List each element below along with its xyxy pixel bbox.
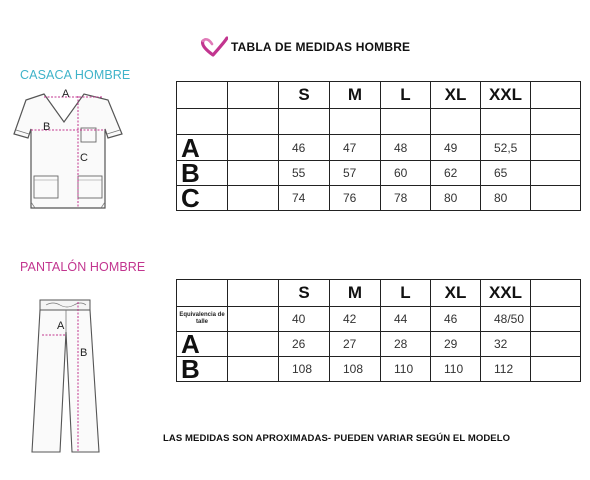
size-header: L bbox=[381, 280, 431, 307]
table-cell-empty bbox=[177, 280, 228, 307]
casaca-section-label: CASACA HOMBRE bbox=[20, 68, 131, 82]
pantalon-size-table bbox=[176, 279, 581, 382]
size-header: S bbox=[279, 280, 330, 307]
table-row bbox=[177, 135, 581, 161]
row-key: A bbox=[177, 332, 228, 357]
table-cell: 76 bbox=[330, 186, 381, 211]
page-header bbox=[200, 36, 410, 58]
table-cell: 27 bbox=[330, 332, 381, 357]
shirt-label-b: B bbox=[43, 121, 51, 133]
table-row bbox=[177, 186, 581, 211]
equivalencia-label: Equivalencia de talle bbox=[177, 307, 228, 332]
table-cell-empty bbox=[279, 109, 330, 135]
table-cell-empty bbox=[531, 82, 581, 109]
table-cell-empty bbox=[177, 109, 228, 135]
table-row bbox=[177, 357, 581, 382]
size-header: M bbox=[330, 280, 381, 307]
table-cell: 49 bbox=[431, 135, 481, 161]
table-cell-empty bbox=[481, 109, 531, 135]
pants-label-b: B bbox=[80, 347, 88, 359]
table-row bbox=[177, 332, 581, 357]
table-cell: 108 bbox=[279, 357, 330, 382]
table-cell-empty bbox=[531, 186, 581, 211]
table-cell-empty bbox=[431, 109, 481, 135]
table-cell-empty bbox=[228, 280, 279, 307]
table-cell: 55 bbox=[279, 161, 330, 186]
table-cell: 78 bbox=[381, 186, 431, 211]
table-cell: 80 bbox=[481, 186, 531, 211]
size-header: XL bbox=[431, 280, 481, 307]
table-cell-empty bbox=[177, 82, 228, 109]
size-header: L bbox=[381, 82, 431, 109]
table-cell: 48/50 bbox=[481, 307, 531, 332]
pantalon-section-label: PANTALÓN HOMBRE bbox=[20, 260, 146, 274]
size-header: XL bbox=[431, 82, 481, 109]
table-cell-empty bbox=[531, 357, 581, 382]
disclaimer-note: LAS MEDIDAS SON APROXIMADAS- PUEDEN VARIAR SEGÚN EL MODELO bbox=[163, 433, 511, 444]
table-cell-empty bbox=[228, 307, 279, 332]
table-cell-empty bbox=[228, 109, 279, 135]
size-header: XXL bbox=[481, 280, 531, 307]
row-key: A bbox=[177, 135, 228, 161]
shirt-diagram bbox=[4, 84, 128, 214]
shirt-label-a: A bbox=[62, 88, 70, 100]
table-row bbox=[177, 307, 581, 332]
size-header: XXL bbox=[481, 82, 531, 109]
table-cell: 46 bbox=[431, 307, 481, 332]
table-cell: 32 bbox=[481, 332, 531, 357]
table-cell: 48 bbox=[381, 135, 431, 161]
table-cell: 65 bbox=[481, 161, 531, 186]
table-cell: 28 bbox=[381, 332, 431, 357]
pants-diagram bbox=[20, 292, 110, 460]
shirt-label-c: C bbox=[80, 152, 88, 164]
row-key: B bbox=[177, 161, 228, 186]
pants-label-a: A bbox=[57, 320, 65, 332]
table-cell-empty bbox=[531, 109, 581, 135]
table-cell-empty bbox=[531, 280, 581, 307]
table-cell: 40 bbox=[279, 307, 330, 332]
table-cell-empty bbox=[228, 357, 279, 382]
table-cell-empty bbox=[228, 135, 279, 161]
table-cell: 42 bbox=[330, 307, 381, 332]
table-cell: 80 bbox=[431, 186, 481, 211]
table-cell-empty bbox=[330, 109, 381, 135]
table-cell: 60 bbox=[381, 161, 431, 186]
heart-check-icon bbox=[200, 36, 228, 58]
casaca-size-table bbox=[176, 81, 581, 211]
table-cell: 29 bbox=[431, 332, 481, 357]
size-header: M bbox=[330, 82, 381, 109]
table-cell-empty bbox=[381, 109, 431, 135]
table-cell: 57 bbox=[330, 161, 381, 186]
size-header: S bbox=[279, 82, 330, 109]
table-cell: 47 bbox=[330, 135, 381, 161]
table-cell-empty bbox=[531, 161, 581, 186]
table-cell: 110 bbox=[431, 357, 481, 382]
page-title: TABLA DE MEDIDAS HOMBRE bbox=[231, 40, 411, 54]
table-cell-empty bbox=[228, 82, 279, 109]
row-key: B bbox=[177, 357, 228, 382]
table-cell: 46 bbox=[279, 135, 330, 161]
table-cell: 108 bbox=[330, 357, 381, 382]
table-cell: 110 bbox=[381, 357, 431, 382]
table-cell: 112 bbox=[481, 357, 531, 382]
table-cell-empty bbox=[531, 332, 581, 357]
table-cell-empty bbox=[531, 135, 581, 161]
table-cell: 44 bbox=[381, 307, 431, 332]
table-cell: 74 bbox=[279, 186, 330, 211]
table-cell-empty bbox=[228, 161, 279, 186]
table-cell-empty bbox=[228, 186, 279, 211]
row-key: C bbox=[177, 186, 228, 211]
table-row bbox=[177, 161, 581, 186]
table-cell: 52,5 bbox=[481, 135, 531, 161]
table-cell-empty bbox=[228, 332, 279, 357]
table-cell: 26 bbox=[279, 332, 330, 357]
table-cell-empty bbox=[531, 307, 581, 332]
table-cell: 62 bbox=[431, 161, 481, 186]
